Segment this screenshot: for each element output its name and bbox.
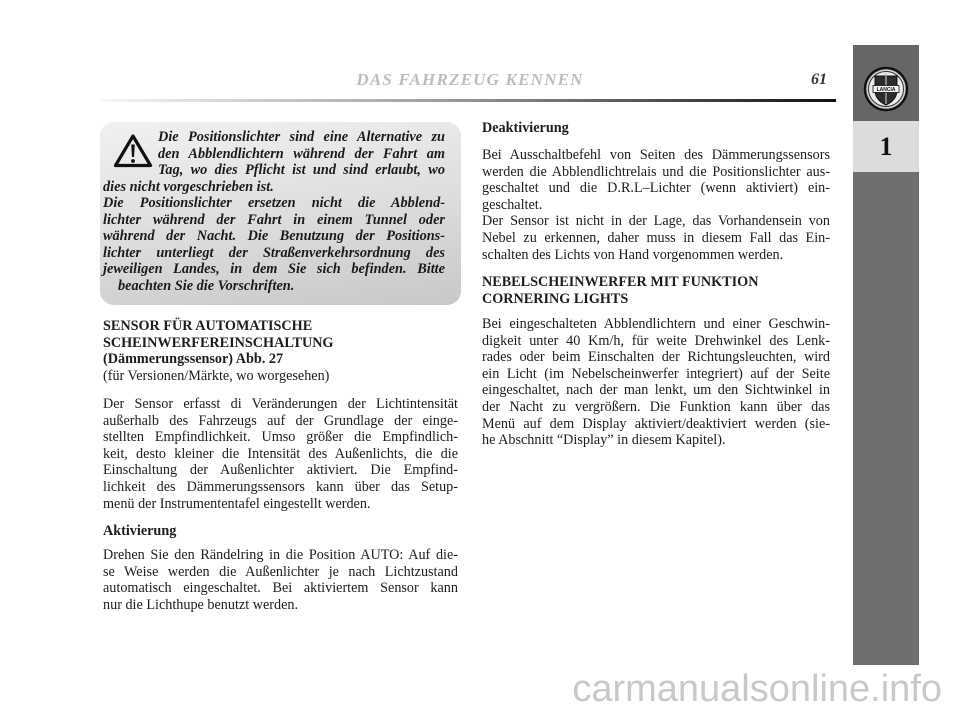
sidebar-bar	[853, 172, 919, 665]
warning-text-line: lichter unterliegt der Straßenverkehrsordnung des	[103, 244, 445, 261]
logo-wordmark: LANCIA	[876, 86, 896, 93]
aktivierung-text-line: Drehen Sie den Rändelring in die Position AUTO: Auf die-	[103, 547, 458, 563]
header-rule	[100, 99, 836, 102]
sensor-availability-note: (für Versionen/Märkte, wo worgesehen)	[103, 367, 330, 384]
sensor-heading-line: SCHEINWERFEREINSCHALTUNG	[103, 334, 334, 351]
cornering-text-line: eingeschaltet, nach der man lenkt, um den Sichtwinkel in	[482, 382, 830, 399]
sensor-paragraph	[103, 396, 458, 512]
cornering-text-line: ein Licht (im Nebelscheinwerfer integriert) auf der Seite	[482, 365, 830, 382]
sensor-heading-line: (Dämmerungssensor) Abb. 27	[103, 351, 284, 368]
cornering-text-line: he Abschnitt “Display” in diesem Kapitel).	[482, 432, 726, 449]
section-title: DAS FAHRZEUG KENNEN	[356, 70, 584, 89]
deaktivierung-text-line: schalten des Lichts von Hand vorgenommen werden.	[482, 246, 784, 263]
sensor-text-line: Einschaltung der Außenlichter aktiviert. Die Empfind-	[103, 462, 458, 479]
warning-text-line: den Abblendlichtern während der Fahrt am	[158, 145, 445, 162]
sensor-text-line: außerhalb des Fahrzeugs auf der Grundlage der einge-	[103, 412, 458, 429]
lancia-logo-icon	[862, 65, 910, 113]
aktivierung-text-line: automatisch eingeschaltet. Bei aktiviertem Sensor kann	[103, 580, 458, 597]
warning-text-line: Tag, wo dies Pflicht ist und sind erlaubt, wo	[158, 162, 445, 178]
deaktivierung-text-line: werden die Abblendlichtrelais und die Positionslichter aus-	[482, 163, 830, 180]
deaktivierung-heading: Deaktivierung	[482, 120, 569, 136]
sidebar-logo-area	[853, 45, 919, 121]
cornering-text-line: rades oder beim Einschalten der Richtungsleuchten, wird	[482, 349, 830, 366]
warning-text-line: lichter während der Fahrt in einem Tunnel oder	[103, 211, 445, 228]
cornering-text-line: Bei eingeschalteten Abblendlichtern und einer Geschwin-	[482, 316, 830, 332]
deaktivierung-text-line: Der Sensor ist nicht in der Lage, das Vorhandensein von	[482, 213, 830, 230]
warning-text-line: beachten Sie die Vorschriften.	[118, 277, 295, 294]
warning-text-line: jeweiligen Landes, in dem Sie sich befinden. Bitte	[103, 261, 445, 277]
page-number: 61	[811, 71, 827, 88]
deaktivierung-paragraph	[482, 147, 830, 263]
warning-text-line: Die Positionslichter ersetzen nicht die Abblend-	[103, 195, 445, 211]
aktivierung-paragraph	[103, 547, 458, 613]
sensor-text-line: lichkeit des Dämmerungssensors kann über das Setup-	[103, 478, 458, 495]
watermark: carmanualsonline.info	[572, 668, 942, 710]
aktivierung-text-line: nur die Lichthupe benutzt werden.	[103, 596, 299, 613]
deaktivierung-text-line: Nebel zu erkennen, daher muss in diesem Fall das Ein-	[482, 229, 830, 246]
warning-text-line: während der Nacht. Die Benutzung der Positions-	[103, 228, 445, 244]
deaktivierung-text-line: Bei Ausschaltbefehl von Seiten des Dämmerungssensors	[482, 147, 830, 163]
sensor-heading-line: SENSOR FÜR AUTOMATISCHE	[103, 318, 313, 334]
cornering-text-line: Menü auf dem Display aktiviert/deaktiviert werden (sie-	[482, 415, 830, 432]
cornering-heading-line: NEBELSCHEINWERFER MIT FUNKTION	[482, 274, 759, 290]
chapter-tab	[853, 121, 919, 172]
sensor-text-line: menü der Instrumententafel eingestellt werden.	[103, 495, 371, 512]
cornering-heading-line: CORNERING LIGHTS	[482, 290, 629, 307]
sensor-text-line: stellten Empfindlichkeit. Umso größer die Empfindlich-	[103, 429, 458, 446]
warning-text-line: Die Positionslichter sind eine Alternative zu	[158, 129, 445, 145]
aktivierung-heading: Aktivierung	[103, 523, 177, 539]
sensor-text-line: Der Sensor erfasst di Veränderungen der Lichtintensität	[103, 396, 458, 412]
chapter-sidebar	[853, 45, 919, 665]
sensor-heading	[103, 318, 458, 384]
sensor-text-line: keit, desto kleiner die Intensität des Außenlichts, die die	[103, 445, 458, 462]
aktivierung-text-line: se Weise werden die Außenlichter je nach Lichtzustand	[103, 563, 458, 580]
cornering-text-line: der Nacht zu vergrößern. Die Funktion kann über das	[482, 398, 830, 415]
cornering-paragraph	[482, 316, 830, 449]
deaktivierung-text-line: geschaltet und die D.R.L–Lichter (wenn aktiviert) ein-	[482, 180, 830, 197]
deaktivierung-text-line: geschaltet.	[482, 196, 543, 213]
warning-text-line: dies nicht vorgeschrieben ist.	[103, 178, 274, 195]
cornering-text-line: digkeit unter 40 Km/h, für weite Drehwinkel des Lenk-	[482, 332, 830, 349]
cornering-heading	[482, 274, 830, 307]
warning-text	[103, 129, 445, 294]
chapter-number: 1	[879, 131, 893, 161]
